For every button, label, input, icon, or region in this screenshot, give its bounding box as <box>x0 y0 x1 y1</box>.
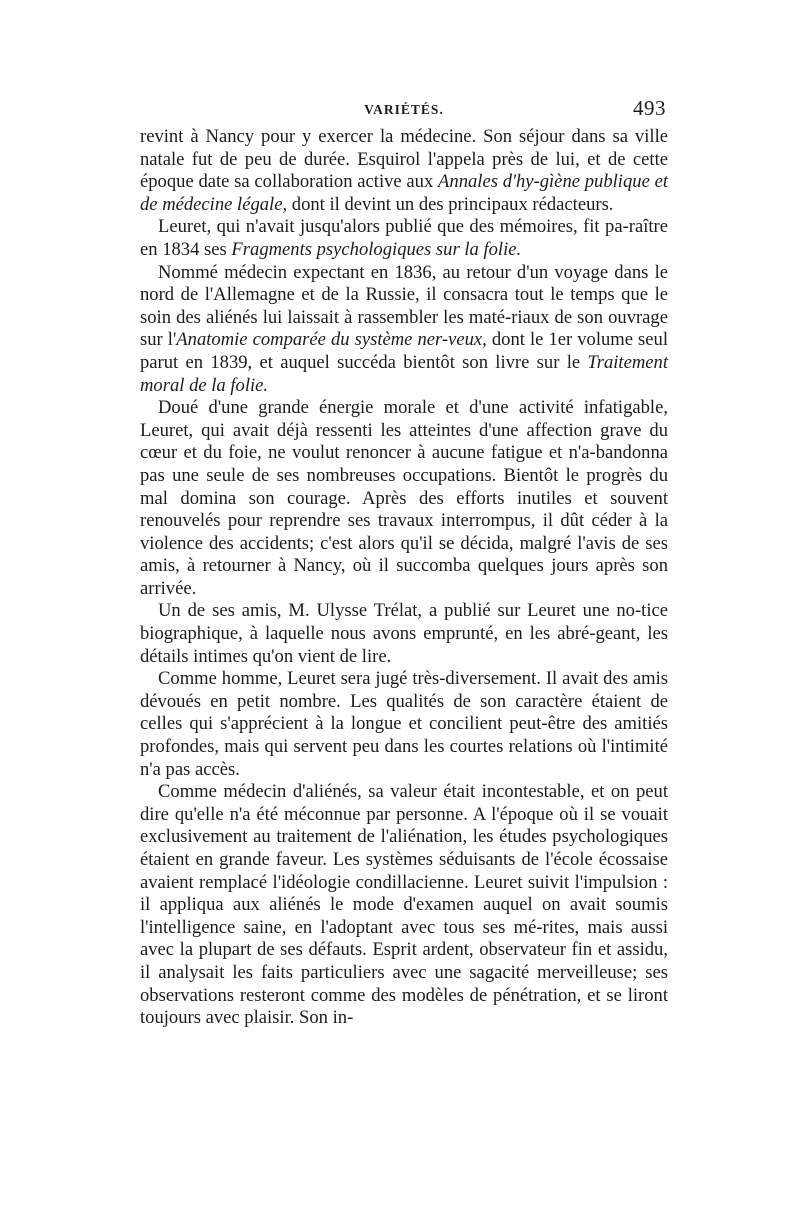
italic-title: Annales d'hy-gìène publique et de médecine légale, <box>140 171 668 215</box>
paragraph <box>140 262 668 398</box>
paragraph <box>140 600 668 668</box>
paragraph <box>140 126 668 216</box>
text-run: Doué d'une grande énergie morale et d'une activité infatigable, Leuret, qui avait déjà ressenti les atteintes d'une affection grave du cœur et du foie, ne voulut renoncer à aucune fatigue et n'a-bandonna pas une seule de ses nombreuses occupations. Bientôt le progrès du mal domina son courage. Après des efforts inutiles et souvent renouvelés pour reprendre ses travaux interrompus, il dût céder à la violence des accidents; c'est alors qu'il se décida, malgré l'avis de ses amis, à retourner à Nancy, où il succomba quelques jours après son arrivée. <box>140 397 668 599</box>
paragraph <box>140 668 668 781</box>
text-run: Un de ses amis, M. Ulysse Trélat, a publié sur Leuret une no-tice biographique, à laquelle nous avons emprunté, en les abré-geant, les détails intimes qu'on vient de lire. <box>140 600 668 667</box>
text-run: revint à Nancy pour y exercer la médecine. Son séjour dans sa ville natale fut de peu de durée. Esquirol l'appela près de lui, et de cette époque date sa collaboration active aux <box>140 126 668 193</box>
paragraph <box>140 397 668 600</box>
page-number: 493 <box>633 96 666 120</box>
italic-title: Traitement moral de la folie. <box>140 351 668 396</box>
text-run: Comme médecin d'aliénés, sa valeur était incontestable, et on peut dire qu'elle n'a été méconnue par personne. A l'époque où il se vouait exclusivement au traitement de l'aliénation, les études psychologiques étaient en grande faveur. Les systèmes séduisants de l'école écossaise avaient remplacé l'idéologie condillacienne. Leuret suivit l'impulsion : il appliqua aux aliénés le mode d'examen auquel on avait soumis l'intelligence saine, en l'adoptant avec tous ses mé-rites, mais aussi avec la plupart de ses défauts. Esprit ardent, observateur fin et assidu, il analysait les faits particuliers avec une sagacité merveilleuse; ses observations resteront comme des modèles de pénétration, et se liront toujours avec plaisir. Son in- <box>140 781 668 1029</box>
book-page <box>140 96 668 1030</box>
body-text <box>140 126 668 1030</box>
running-title: VARIÉTÉS. <box>364 102 444 117</box>
running-head <box>140 96 668 126</box>
text-run: Nommé médecin expectant en 1836, au retour d'un voyage dans le nord de l'Allemagne et de la Russie, il consacra tout le temps que le soin des aliénés lui laissait à rassembler les maté-riaux de son ouvrage sur l' <box>140 261 668 351</box>
paragraph <box>140 216 668 261</box>
text-run: dont il devint un des principaux rédacteurs. <box>287 193 614 215</box>
italic-title: Fragments psychologiques sur la folie. <box>231 238 522 260</box>
text-run: Comme homme, Leuret sera jugé très-diversement. Il avait des amis dévoués en petit nombre. Les qualités de son caractère étaient de celles qui s'apprécient à la longue et concilient peut-être des amitiés profondes, mais qui servent peu dans les courtes relations où l'intimité n'a pas accès. <box>140 668 668 780</box>
italic-title: Anatomie comparée du système ner-veux, <box>176 329 487 351</box>
paragraph <box>140 781 668 1030</box>
text-run: dont le 1er volume seul parut en 1839, et auquel succéda bientôt son livre sur le <box>140 329 669 373</box>
text-run: Leuret, qui n'avait jusqu'alors publié que des mémoires, fit pa-raître en 1834 ses <box>140 216 668 260</box>
